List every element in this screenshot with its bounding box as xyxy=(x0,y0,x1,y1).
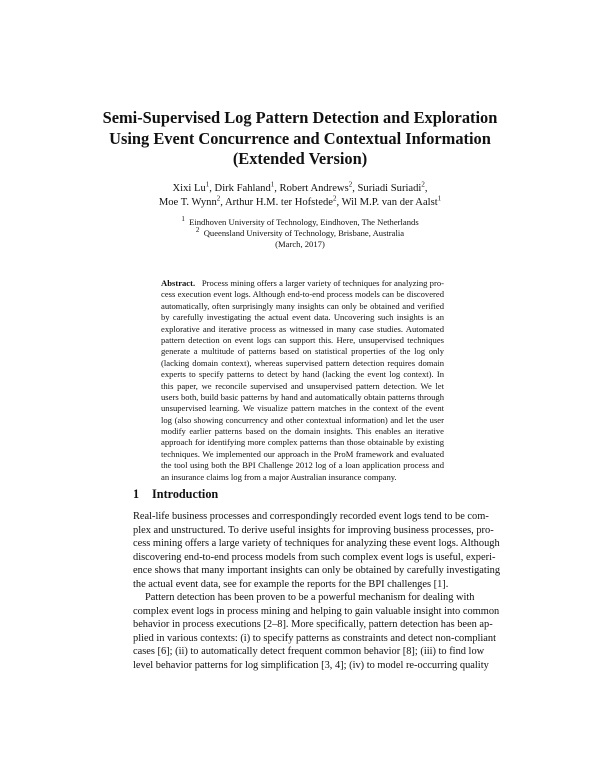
author-affiliation-mark: 1 xyxy=(437,194,442,203)
abstract-text: Process mining offers a larger variety of techniques for analyzing pro- xyxy=(201,278,444,288)
author-name: Suriadi Suriadi xyxy=(357,183,422,194)
body-line: the actual event data, see for example the reports for the BPI challenges [1]. xyxy=(133,578,449,590)
section-title: Introduction xyxy=(152,487,219,501)
title-line: (Extended Version) xyxy=(232,149,368,168)
author-name: Dirk Fahland xyxy=(214,183,271,194)
author-affiliation-mark: 2 xyxy=(421,180,425,189)
body-line: Real-life business processes and correspondingly recorded event logs tend to be com- xyxy=(133,511,489,522)
affiliation-mark: 2 xyxy=(195,226,200,235)
abstract-line: pattern detection on event logs can support this. Here, unsupervised techniques xyxy=(161,334,444,345)
author-name: Arthur H.M. ter Hofstede xyxy=(224,197,333,208)
author-name: Wil M.P. van der Aalst xyxy=(341,197,438,208)
section-number: 1 xyxy=(133,487,140,501)
abstract-line: techniques. We implemented our approach in the ProM framework and evaluated xyxy=(161,448,444,459)
affiliations xyxy=(100,217,500,251)
abstract-line: explorative and iterative process as witnessed in many case studies. Automated xyxy=(161,323,444,334)
body-line: plied in various contexts: (i) to specify patterns as constraints and detect non-compliant xyxy=(133,632,496,644)
author-affiliation-mark: 2 xyxy=(348,180,353,189)
body-line: level behavior patterns for log simplification [3, 4]; (iv) to model re-occurring quality xyxy=(133,659,489,671)
author-line-2: Moe T. Wynn$^2$, Arthur H.M. ter Hofstede$^2$, Wil M.P. van der Aalst$^1$ xyxy=(158,194,442,208)
body-line: cases [6]; (ii) to automatically detect frequent common behavior [8]; (iii) to find low xyxy=(133,646,485,657)
author-affiliation-mark: 2 xyxy=(332,194,337,203)
author-affiliation-mark: 2 xyxy=(216,194,221,203)
abstract xyxy=(161,278,444,483)
abstract-line: experts to specify patterns to detect by hand (lacking the event log context). In xyxy=(161,369,444,380)
affiliation-line xyxy=(100,228,500,239)
author-name: Robert Andrews xyxy=(279,183,349,194)
title-line: Semi-Supervised Log Pattern Detection and Exploration xyxy=(102,108,498,127)
abstract-line: (lacking domain context), whereas supervised pattern detection requires domain xyxy=(161,357,444,368)
body-line: discovering end-to-end process models from such complex event logs is useful, experi- xyxy=(133,551,496,563)
body-line: plex and unstructured. To derive useful insights for improving business processes, pro- xyxy=(133,524,494,536)
abstract-line: unsupervised learning. We visualize pattern matches in the context of the event xyxy=(161,403,444,414)
body-line: Pattern detection has been proven to be a powerful mechanism for dealing with xyxy=(145,592,475,603)
section-heading xyxy=(133,487,218,502)
abstract-line: approach for identifying more complex patterns than those obtainable by existing xyxy=(161,437,444,448)
author-affiliation-mark: 1 xyxy=(205,180,210,189)
abstract-line xyxy=(161,278,444,289)
title-line: Using Event Concurrence and Contextual Information xyxy=(109,128,491,148)
abstract-line: modify earlier patterns based on the domain insights. This enables an iterative xyxy=(161,426,444,437)
body-line: complex event logs in process mining and helping to gain valuable insight into common xyxy=(133,605,500,617)
author-list xyxy=(90,182,510,210)
abstract-line: this paper, we reconcile supervised and unsupervised pattern detection. We let xyxy=(161,380,444,391)
body-line: ence shows that many important insights can only be obtained by carefully investigating xyxy=(133,565,501,576)
paper-title xyxy=(100,108,500,170)
affiliation-mark: 1 xyxy=(181,215,185,224)
section-body xyxy=(133,510,501,672)
abstract-line: automatically, often surprisingly many insights can only be obtained and verified xyxy=(161,300,444,311)
abstract-line: an insurance claims log from a major Australian insurance company. xyxy=(161,471,397,482)
abstract-line: generate a multitude of patterns based on statistical properties of the log only xyxy=(161,346,444,357)
author-affiliation-mark: 1 xyxy=(270,180,275,189)
paper-date: (March, 2017) xyxy=(275,239,325,250)
body-line: behavior in process executions [2–8]. More specifically, pattern detection has been ap- xyxy=(133,619,493,630)
abstract-line: the tool using both the BPI Challenge 2012 log of a loan application process and xyxy=(161,460,444,471)
author-name: Moe T. Wynn xyxy=(158,197,217,208)
affiliation-line xyxy=(100,217,500,228)
body-line: cess mining offers a large variety of techniques for analyzing these event logs. Although xyxy=(133,538,500,549)
abstract-line: cess execution event logs. Although end-to-end process models can be discovered xyxy=(161,289,444,300)
author-name: Xixi Lu xyxy=(172,183,206,194)
abstract-line: users both, build basic patterns by hand and automatically obtain patterns through xyxy=(161,391,444,402)
abstract-line: by carefully investigating the actual event data. Uncovering such insights is an xyxy=(161,312,444,323)
author-line-1: Xixi Lu$^1$, Dirk Fahland$^1$, Robert Andrews$^2$, Suriadi Suriadi$^2$, xyxy=(172,180,428,194)
affiliation-text: Queensland University of Technology, Brisbane, Australia xyxy=(203,228,405,239)
affiliation-text: Eindhoven University of Technology, Eindhoven, The Netherlands xyxy=(189,217,419,227)
abstract-label: Abstract. xyxy=(161,278,196,288)
abstract-line: log (also showing concurrency and other contextual information) and let the user xyxy=(161,414,444,425)
